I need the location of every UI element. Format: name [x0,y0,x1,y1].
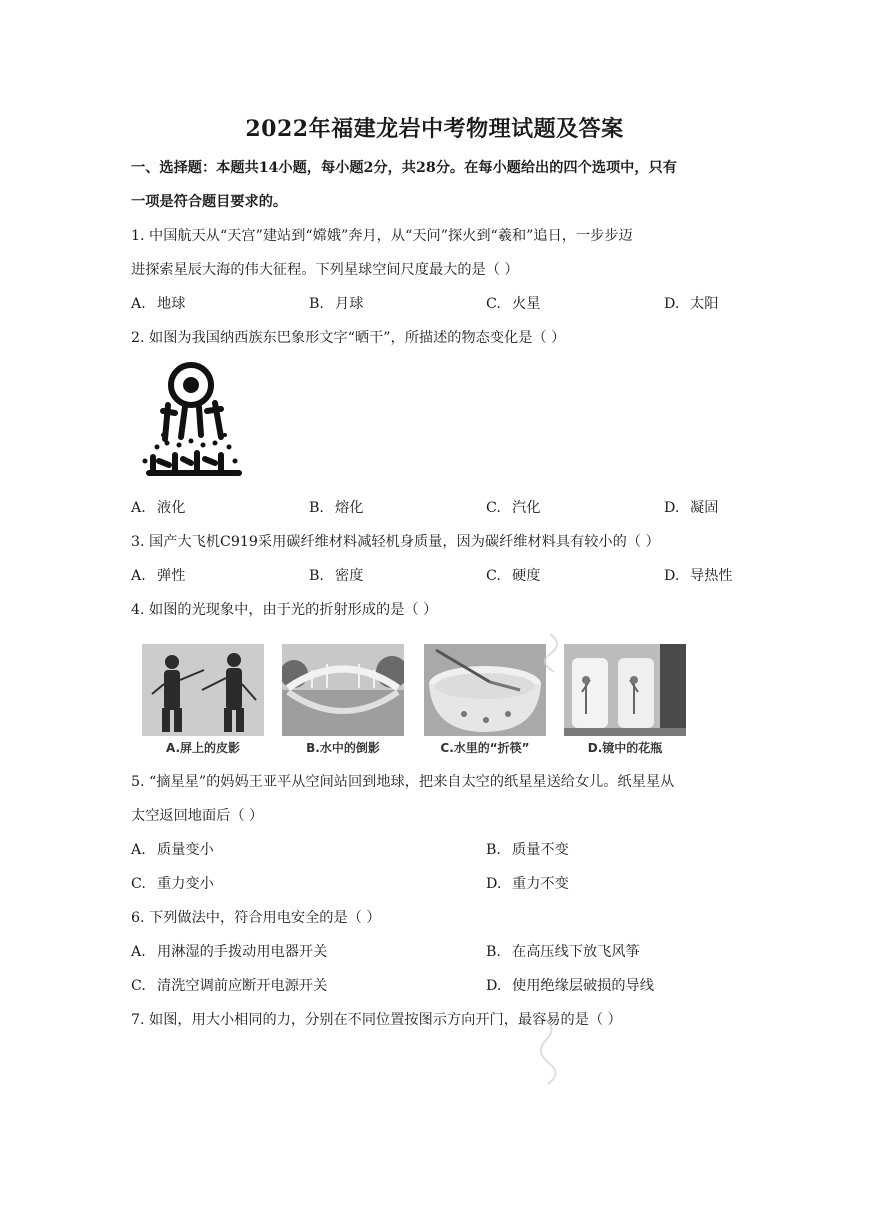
q6-option-c: C. 清洗空调前应断开电源开关 [131,978,328,994]
q2-option-c: C. 汽化 [486,500,541,516]
photo-mirror-vase [564,644,686,736]
question-4-line-1: 4. 如图的光现象中，由于光的折射形成的是（ ） [131,602,438,618]
q1-option-c: C. 火星 [486,296,541,312]
caption-d: D.镜中的花瓶 [587,741,663,755]
section-heading-line-2: 一项是符合题目要求的。 [131,194,288,210]
q3-option-c: C. 硬度 [486,568,541,584]
q6-option-a: A. 用淋湿的手拨动用电器开关 [131,944,328,960]
dongba-sun-dry-pictograph [135,357,251,489]
question-1-line-2: 进探索星辰大海的伟大征程。下列星球空间尺度最大的是（ ） [131,262,519,278]
caption-a: A.屏上的皮影 [165,741,241,755]
caption-b: B.水中的倒影 [306,741,380,755]
question-7-line-1: 7. 如图，用大小相同的力，分别在不同位置按图示方向开门，最容易的是（ ） [131,1012,622,1028]
question-2-line-1: 2. 如图为我国纳西族东巴象形文字“晒干”，所描述的物态变化是（ ） [131,330,566,346]
q5-option-c: C. 重力变小 [131,876,214,892]
q2-option-d: D. 凝固 [664,500,719,516]
q6-option-d: D. 使用绝缘层破损的导线 [486,978,654,994]
page-title: 2022年福建龙岩中考物理试题及答案 [245,116,624,142]
q3-option-a: A. 弹性 [131,568,186,584]
q1-option-d: D. 太阳 [664,296,719,312]
q5-option-d: D. 重力不变 [486,876,569,892]
q6-option-b: B. 在高压线下放飞风筝 [486,944,640,960]
q1-option-a: A. 地球 [131,296,186,312]
q3-option-b: B. 密度 [309,568,364,584]
q2-option-a: A. 液化 [131,500,186,516]
q5-option-a: A. 质量变小 [131,842,214,858]
question-5-line-1: 5. “摘星星”的妈妈王亚平从空间站回到地球，把来自太空的纸星星送给女儿。纸星星从 [131,774,675,790]
photo-bridge-reflection [282,644,404,736]
light-phenomena-photos [142,636,692,758]
caption-c: C.水里的“折筷” [440,741,530,755]
question-1-line-1: 1. 中国航天从“天宫”建站到“嫦娥”奔月，从“天问”探火到“羲和”追日，一步步迈 [131,228,633,244]
section-heading-line-1: 一、选择题：本题共14小题，每小题2分，共28分。在每小题给出的四个选项中，只有 [131,160,677,176]
question-5-line-2: 太空返回地面后（ ） [131,808,264,824]
q3-option-d: D. 导热性 [664,568,733,584]
question-3-line-1: 3. 国产大飞机C919采用碳纤维材料减轻机身质量，因为碳纤维材料具有较小的（ ） [131,534,660,550]
q2-option-b: B. 熔化 [309,500,364,516]
q5-option-b: B. 质量不变 [486,842,569,858]
q1-option-b: B. 月球 [309,296,364,312]
question-6-line-1: 6. 下列做法中，符合用电安全的是（ ） [131,910,381,926]
photo-shadow-puppet [142,644,264,736]
